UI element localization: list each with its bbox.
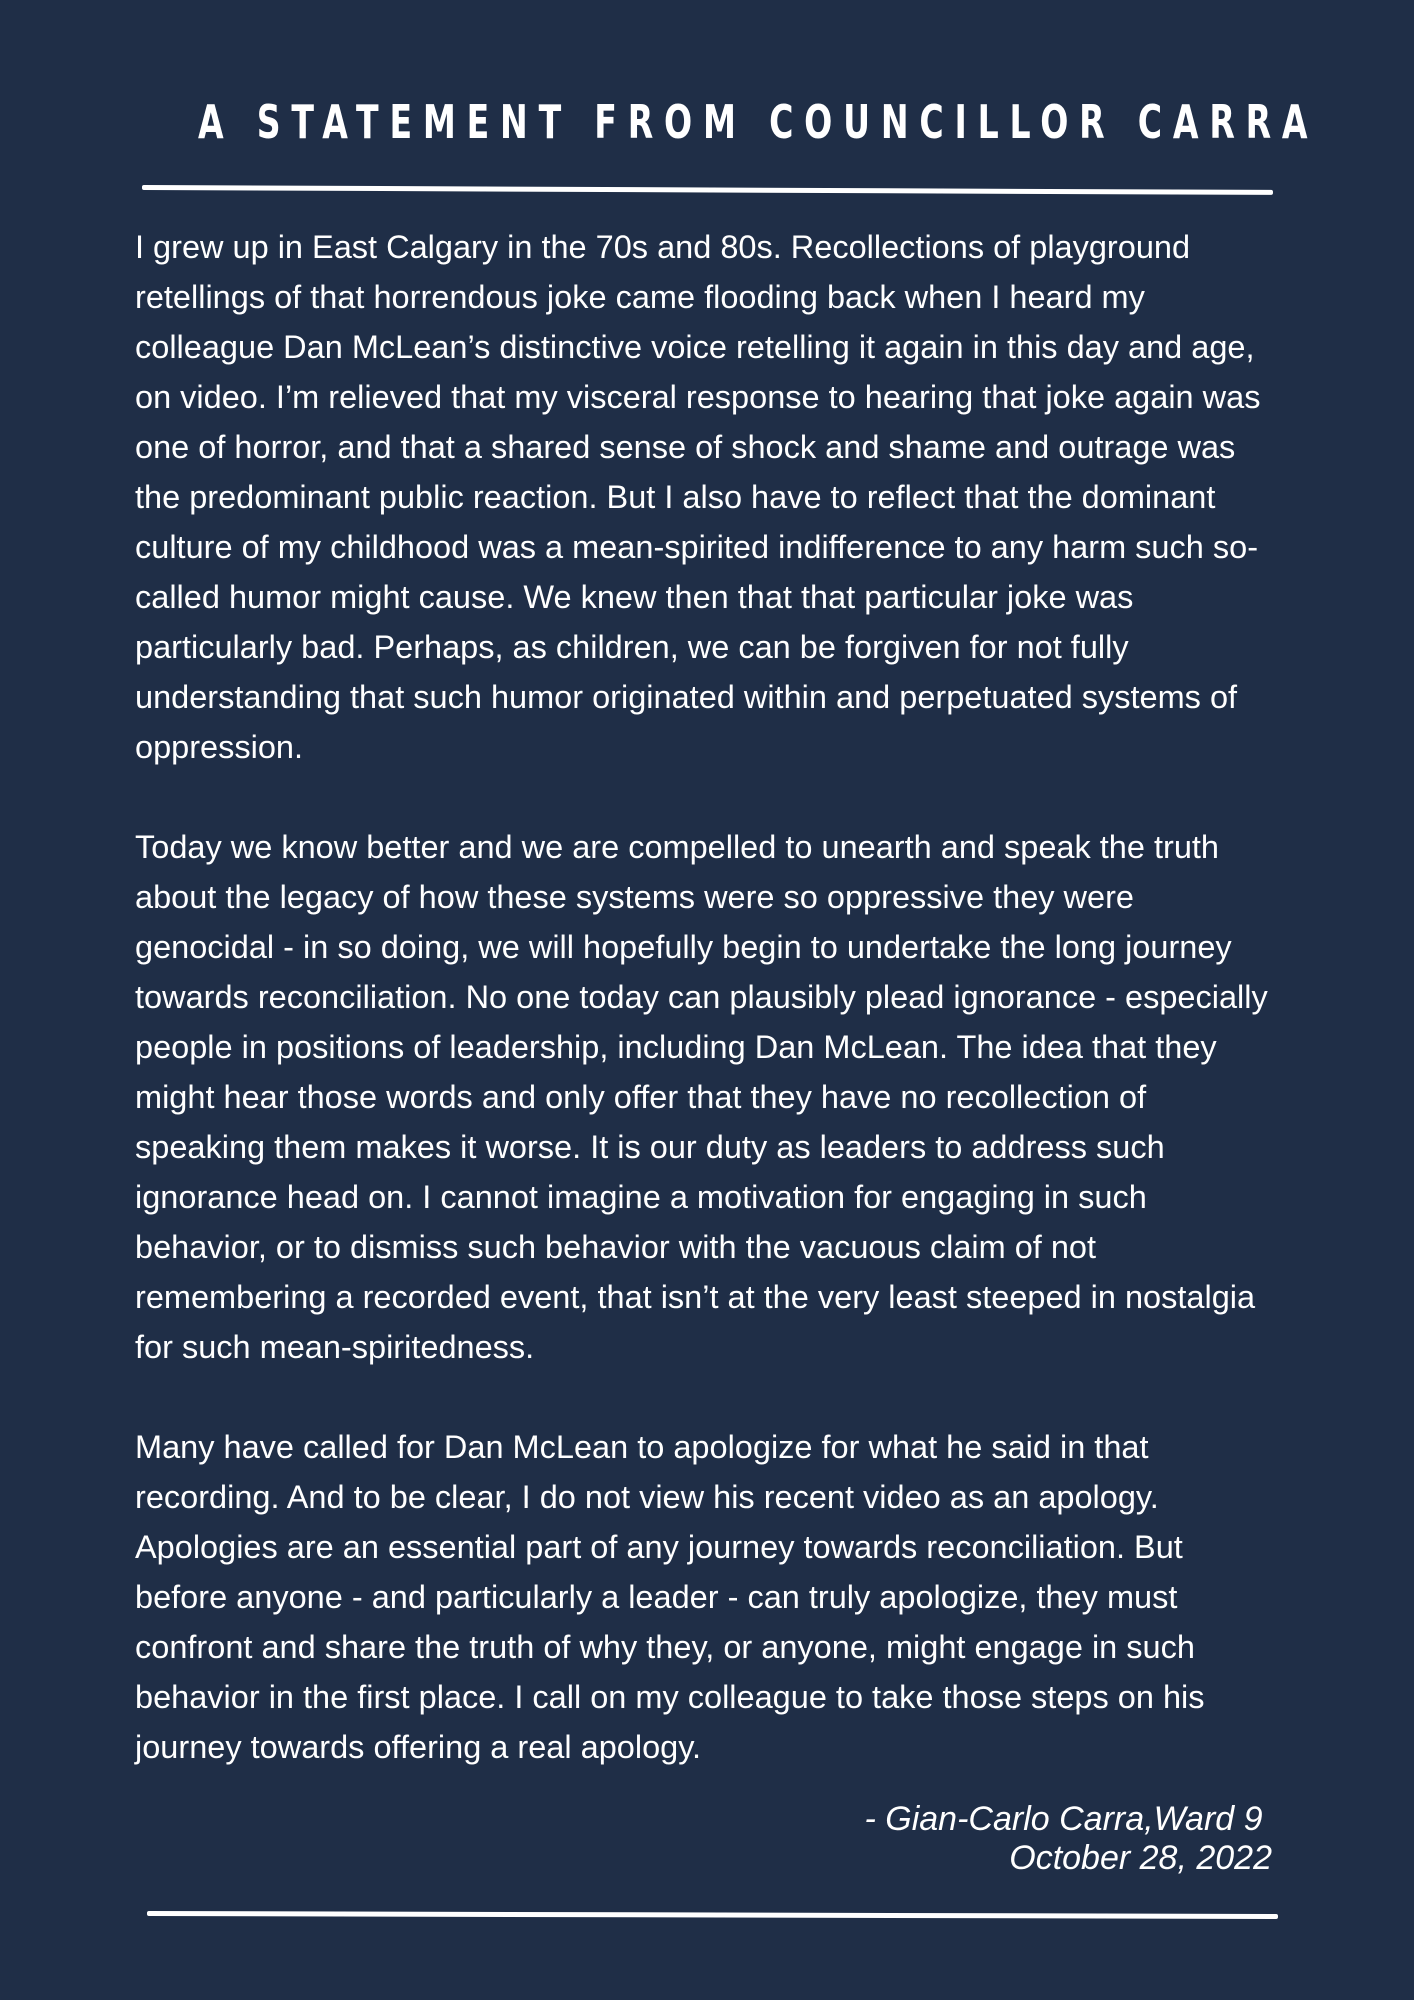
page-title: A STATEMENT FROM COUNCILLOR CARRA [197, 95, 1319, 149]
signature-date: October 28, 2022 [1009, 1839, 1272, 1877]
paragraph-2: Today we know better and we are compelled to unearth and speak the truth about the legacy of how these systems were so oppressive they were genocidal - in so doing, we will hopefully begin to undertake the long journey towards reconciliation. No one today can plausibly plead ignorance - especially people in positions of leadership, including Dan McLean. The idea that they might hear those words and only offer that they have no recollection of speaking them makes it worse. It is our duty as leaders to address such ignorance head on. I cannot imagine a motivation for engaging in such behavior, or to dismiss such behavior with the vacuous claim of not remembering a recorded event, that isn’t at the very least steeped in nostalgia for such mean-spiritedness. [135, 829, 1268, 1365]
signature-block [865, 1800, 1273, 1878]
title-divider [142, 185, 1273, 195]
paragraph-3: Many have called for Dan McLean to apologize for what he said in that recording. And to be clear, I do not view his recent video as an apology. Apologies are an essential part of any journey towards reconciliation. But before anyone - and particularly a leader - can truly apologize, they must confront and share the truth of why they, or anyone, might engage in such behavior in the first place. I call on my colleague to take those steps on his journey towards offering a real apology. [135, 1429, 1205, 1765]
paragraph-1: I grew up in East Calgary in the 70s and 80s. Recollections of playground retellings of that horrendous joke came flooding back when I heard my colleague Dan McLean’s distinctive voice retelling it again in this day and age, on video. I’m relieved that my visceral response to hearing that joke again was one of horror, and that a shared sense of shock and shame and outrage was the predominant public reaction. But I also have to reflect that the dominant culture of my childhood was a mean-spirited indifference to any harm such so-called humor might cause. We knew then that that particular joke was particularly bad. Perhaps, as children, we can be forgiven for not fully understanding that such humor originated within and perpetuated systems of oppression. [135, 229, 1261, 765]
footer-divider [147, 1911, 1278, 1919]
signature-name: - Gian-Carlo Carra,Ward 9 [864, 1800, 1272, 1838]
statement-body [135, 222, 1280, 1772]
